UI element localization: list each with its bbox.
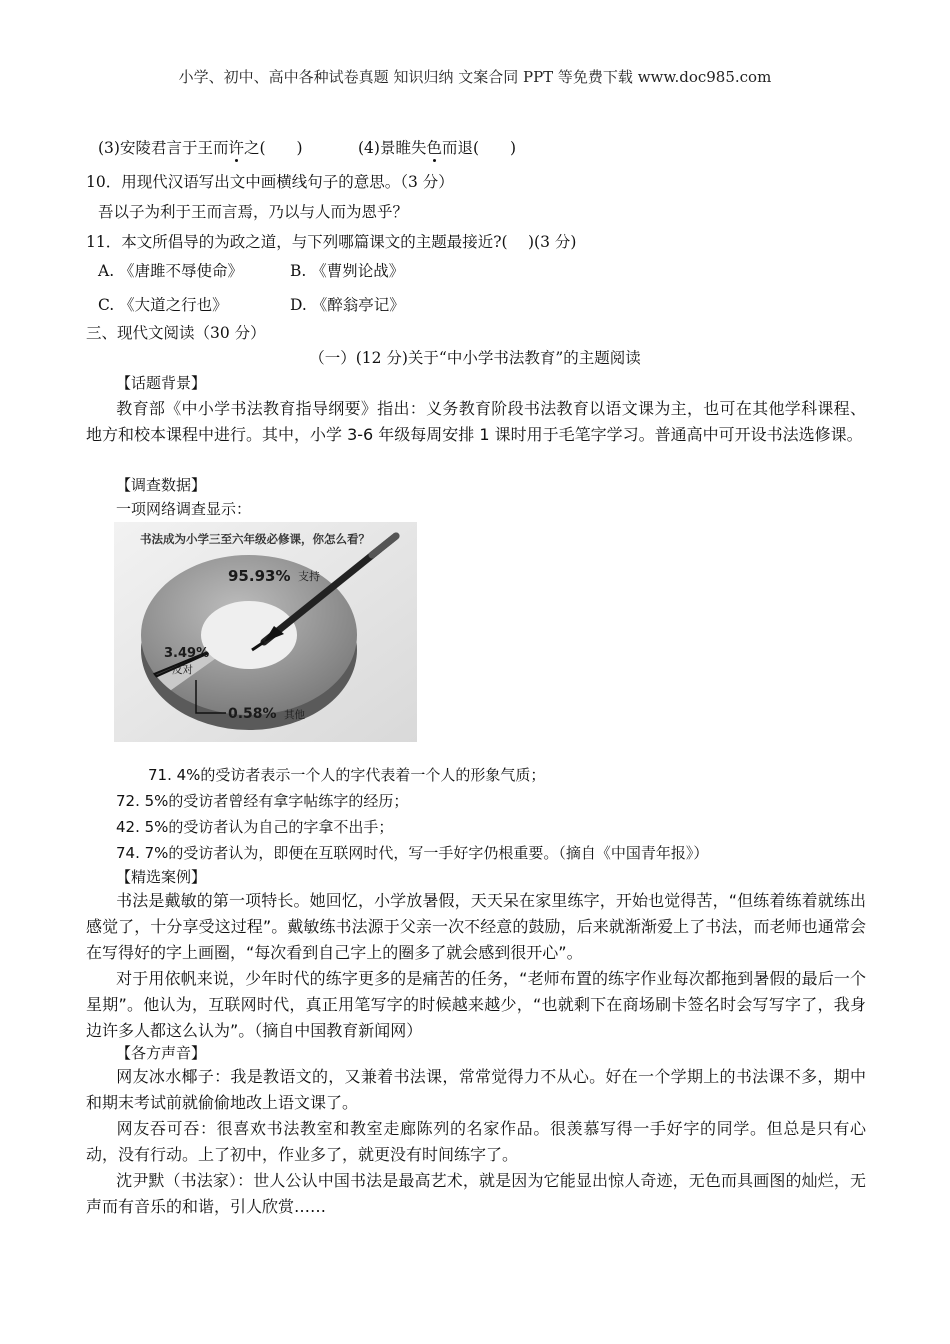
voice-paragraph-3: 沈尹默（书法家）：世人公认中国书法是最高艺术，就是因为它能显出惊人奇迹，无色而具画图的灿烂，无声而有音乐的和谐，引人欣赏…… xyxy=(86,1171,866,1216)
option-b: B. 《曹刿论战》 xyxy=(290,262,405,280)
label-oppose-text: 反对 xyxy=(172,664,193,676)
emphasis-dot-char: 许 xyxy=(228,139,244,157)
question-11: 11．本文所倡导的为政之道，与下列哪篇课文的主题最接近?( )(3 分) xyxy=(86,233,577,251)
question-9-part-3: (3)安陵君言于王而许之( ) xyxy=(98,139,303,157)
case-paragraph-1: 书法是戴敏的第一项特长。她回忆，小学放暑假，天天呆在家里练字，开始也觉得苦，“但练着练着就练出感觉了，十分享受这过程”。戴敏练书法源于父亲一次不经意的鼓励，后来就渐渐爱上了书法，而老师也通常会在写得好的字上画圈，“每次看到自己字上的圈多了就会感到很开心”。 xyxy=(86,891,866,962)
ring-hole xyxy=(201,601,297,669)
background-label: 【话题背景】 xyxy=(116,374,207,392)
question-9-part-4: (4)景睢失色而退( ) xyxy=(358,139,517,157)
chart-title: 书法成为小学三至六年级必修课，你怎么看？ xyxy=(140,532,370,546)
emphasis-dot-char: 色 xyxy=(426,139,442,157)
option-c: C. 《大道之行也》 xyxy=(98,296,228,314)
section-3-heading: 三、现代文阅读（30 分） xyxy=(86,324,266,342)
label-support-text: 支持 xyxy=(298,570,320,583)
label-oppose-value: 3.49% xyxy=(164,646,210,661)
label-other-text: 其他 xyxy=(284,709,305,721)
voices-label: 【各方声音】 xyxy=(116,1044,207,1062)
background-paragraph: 教育部《中小学书法教育指导纲要》指出：义务教育阶段书法教育以语文课为主，也可在其他学科课程、地方和校本课程中进行。其中，小学 3-6 年级每周安排 1 课时用于毛笔字学习。普通高中可开设书法选修课。 xyxy=(86,399,866,444)
label-support-value: 95.93% xyxy=(228,567,291,585)
section-subtitle: （一）(12 分)关于“中小学书法教育”的主题阅读 xyxy=(309,349,641,367)
survey-line-3: 42. 5%的受访者认为自己的字拿不出手； xyxy=(116,818,394,836)
survey-chart xyxy=(114,522,417,742)
survey-line-4: 74. 7%的受访者认为，即便在互联网时代，写一手好字仍根重要。（摘自《中国青年报》） xyxy=(116,844,709,862)
case-paragraph-2: 对于用依帆来说，少年时代的练字更多的是痛苦的任务，“老师布置的练字作业每次都拖到暑假的最后一个星期”。他认为，互联网时代，真正用笔写字的时候越来越少，“也就剩下在商场刷卡签名时会写写字了，我身边许多人都这么认为”。（摘自中国教育新闻网） xyxy=(86,969,866,1040)
voice-paragraph-1: 网友冰水椰子：我是教语文的，又兼着书法课，常常觉得力不从心。好在一个学期上的书法课不多，期中和期末考试前就偷偷地改上语文课了。 xyxy=(86,1067,866,1112)
survey-line-2: 72. 5%的受访者曾经有拿字帖练字的经历； xyxy=(116,792,409,810)
label-other-value: 0.58% xyxy=(228,706,277,722)
survey-intro: 一项网络调查显示： xyxy=(116,500,252,518)
question-10: 10．用现代汉语写出文中画横线句子的意思。（3 分） xyxy=(86,173,454,191)
question-10-sentence: 吾以子为利于王而言焉，乃以与人而为恩乎？ xyxy=(98,203,409,221)
survey-line-1: 71. 4%的受访者表示一个人的字代表着一个人的形象气质； xyxy=(148,766,546,784)
option-d: D. 《醉翁亭记》 xyxy=(290,296,405,314)
page-header: 小学、初中、高中各种试卷真题 知识归纳 文案合同 PPT 等免费下载 www.doc985.com xyxy=(178,68,772,86)
chart-svg xyxy=(114,522,417,742)
cases-label: 【精选案例】 xyxy=(116,868,207,886)
option-a: A. 《唐雎不辱使命》 xyxy=(98,262,244,280)
survey-label: 【调查数据】 xyxy=(116,476,207,494)
voice-paragraph-2: 网友吞可吞：很喜欢书法教室和教室走廊陈列的名家作品。很羡慕写得一手好字的同学。但总是只有心动，没有行动。上了初中，作业多了，就更没有时间练字了。 xyxy=(86,1119,866,1164)
